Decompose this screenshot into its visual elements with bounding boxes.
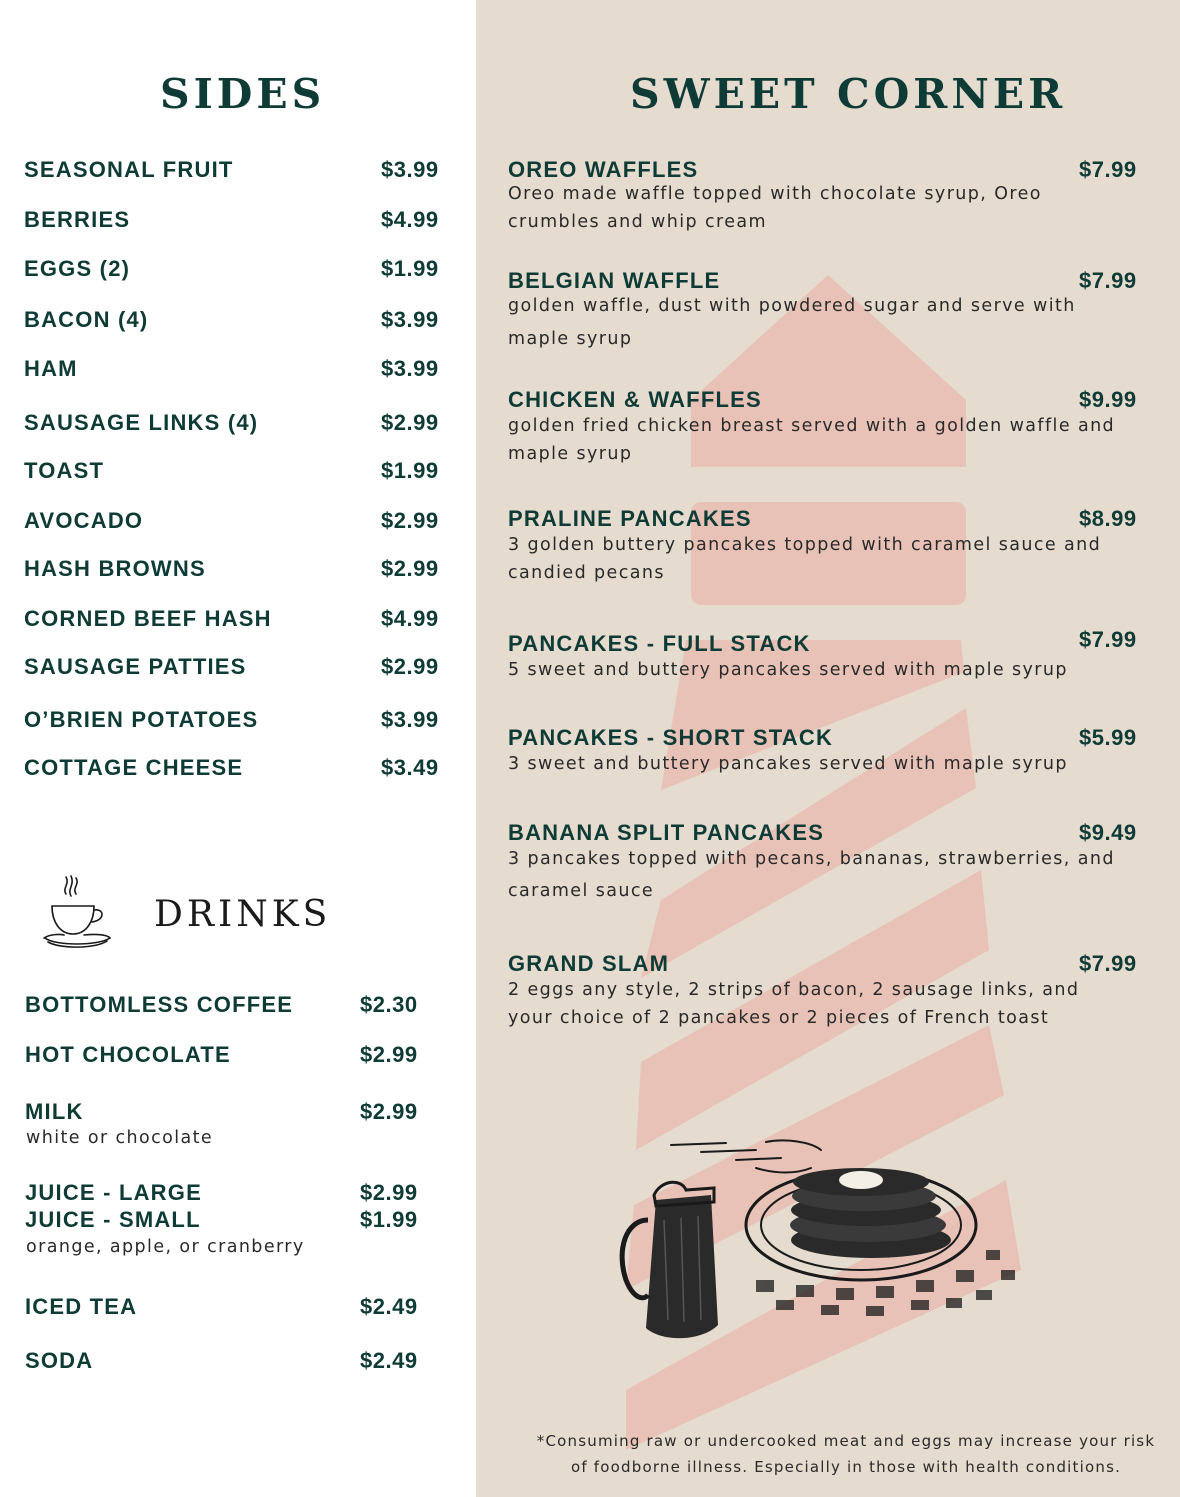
right-panel [476,0,1180,1497]
sides-item-price: $1.99 [381,256,439,281]
sides-item-name: CORNED BEEF HASH [24,606,272,631]
sweet-item-name: OREO WAFFLES [508,157,699,182]
drinks-heading: DRINKS [154,894,332,935]
drinks-item-name: JUICE - LARGE [25,1180,202,1205]
sweet-item-price: $7.99 [1079,951,1137,976]
sweet-item-desc: caramel sauce [508,881,655,901]
sides-item-price: $2.99 [381,654,439,679]
sides-item-name: BACON (4) [24,307,149,332]
drinks-item-name: JUICE - SMALL [25,1207,201,1232]
drinks-item-name: SODA [25,1348,94,1373]
drinks-item-price: $2.99 [360,1180,418,1205]
sides-item-name: SAUSAGE PATTIES [24,654,247,679]
sides-item-name: SEASONAL FRUIT [24,157,234,182]
sweet-item-name: PANCAKES - FULL STACK [508,631,811,656]
drinks-item-price: $2.49 [360,1348,418,1373]
drinks-item-price: $2.30 [360,992,418,1017]
sides-item-name: HASH BROWNS [24,556,206,581]
sweet-item-name: GRAND SLAM [508,951,670,976]
sweet-corner-heading: SWEET CORNER [630,70,1067,118]
sweet-item-price: $8.99 [1079,506,1137,531]
sweet-item-name: PRALINE PANCAKES [508,506,752,531]
sweet-item-price: $5.99 [1079,725,1137,750]
sides-item-name: SAUSAGE LINKS (4) [24,410,259,435]
sides-item-price: $2.99 [381,508,439,533]
sides-heading: SIDES [160,70,326,118]
drinks-item-name: BOTTOMLESS COFFEE [25,992,294,1017]
drinks-item-name: MILK [25,1099,84,1124]
sides-item-name: AVOCADO [24,508,144,533]
sweet-item-price: $9.99 [1079,387,1137,412]
sweet-item-desc: crumbles and whip cream [508,212,767,232]
sweet-item-name: PANCAKES - SHORT STACK [508,725,834,750]
sweet-item-desc: maple syrup [508,329,633,349]
sweet-item-desc: 3 sweet and buttery pancakes served with maple syrup [508,754,1068,774]
drinks-item-price: $1.99 [360,1207,418,1232]
sweet-item-desc: candied pecans [508,563,665,583]
drinks-item-price: $2.99 [360,1042,418,1067]
sweet-item-desc: 2 eggs any style, 2 strips of bacon, 2 sausage links, and [508,980,1080,1000]
left-panel [0,0,476,1497]
drinks-item-desc: white or chocolate [26,1128,214,1148]
drinks-item-name: ICED TEA [25,1294,138,1319]
sides-item-name: HAM [24,356,78,381]
sides-item-price: $4.99 [381,606,439,631]
sides-item-name: O’BRIEN POTATOES [24,707,259,732]
pancakes-syrup-illustration [606,1130,1036,1350]
footnote [506,1428,1180,1480]
sides-item-price: $3.99 [381,307,439,332]
sweet-item-desc: 3 pancakes topped with pecans, bananas, strawberries, and [508,849,1115,869]
drinks-item-price: $2.99 [360,1099,418,1124]
footnote-line: *Consuming raw or undercooked meat and eggs may increase your risk [536,1432,1156,1450]
sweet-item-price: $7.99 [1079,627,1137,652]
sides-item-price: $4.99 [381,207,439,232]
sweet-item-desc: Oreo made waffle topped with chocolate syrup, Oreo [508,184,1042,204]
drinks-item-desc: orange, apple, or cranberry [26,1237,305,1257]
sides-item-price: $2.99 [381,556,439,581]
sides-item-price: $3.49 [381,755,439,780]
sweet-item-desc: golden fried chicken breast served with a golden waffle and [508,416,1116,436]
drinks-item-price: $2.49 [360,1294,418,1319]
sweet-item-desc: 5 sweet and buttery pancakes served with maple syrup [508,660,1068,680]
sides-item-name: EGGS (2) [24,256,131,281]
sides-item-price: $3.99 [381,356,439,381]
sweet-item-price: $7.99 [1079,157,1137,182]
sides-item-price: $1.99 [381,458,439,483]
drinks-item-name: HOT CHOCOLATE [25,1042,231,1067]
sides-item-price: $3.99 [381,157,439,182]
sweet-item-price: $7.99 [1079,268,1137,293]
sides-item-name: COTTAGE CHEESE [24,755,244,780]
sweet-item-desc: golden waffle, dust with powdered sugar and serve with [508,296,1076,316]
sides-item-name: BERRIES [24,207,131,232]
sweet-item-name: BELGIAN WAFFLE [508,268,721,293]
sweet-item-name: CHICKEN & WAFFLES [508,387,762,412]
sides-item-price: $2.99 [381,410,439,435]
footnote-line: of foodborne illness. Especially in those with health conditions. [570,1458,1122,1476]
sides-item-price: $3.99 [381,707,439,732]
sweet-item-desc: maple syrup [508,444,633,464]
sweet-item-price: $9.49 [1079,820,1137,845]
sweet-item-name: BANANA SPLIT PANCAKES [508,820,825,845]
sweet-item-desc: your choice of 2 pancakes or 2 pieces of French toast [508,1008,1050,1028]
coffee-cup-icon [40,872,116,952]
sweet-item-desc: 3 golden buttery pancakes topped with caramel sauce and [508,535,1102,555]
sides-item-name: TOAST [24,458,105,483]
